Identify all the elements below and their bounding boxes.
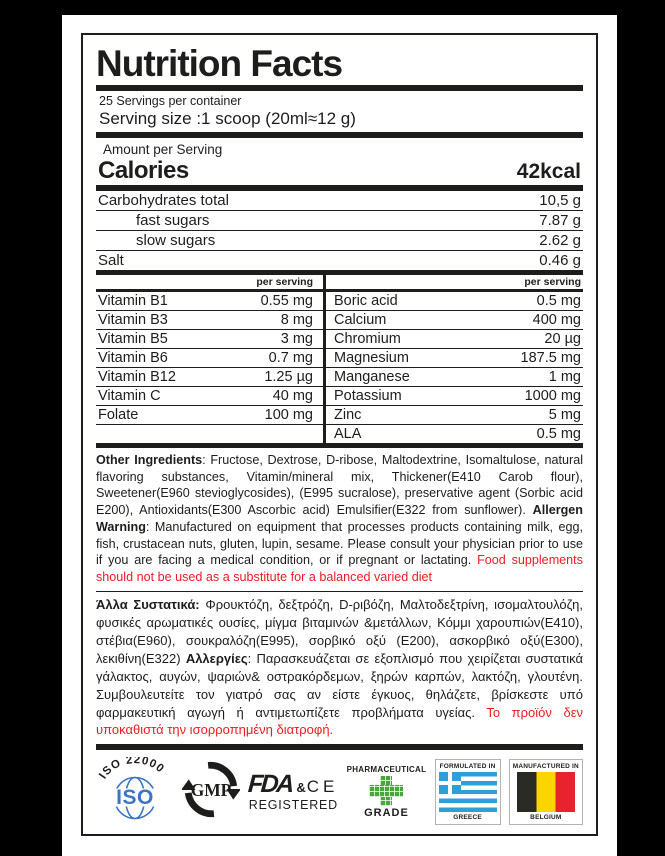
pharmaceutical-label: PHARMACEUTICAL (346, 764, 427, 774)
fda-wordmark-icon: FDA (247, 770, 294, 799)
gmp-logo (182, 759, 240, 824)
table-row (326, 425, 583, 443)
table-row (96, 330, 323, 349)
nutrient-name: Vitamin B1 (98, 292, 168, 309)
nutrient-value: 5 mg (548, 406, 581, 423)
label-card (62, 15, 617, 856)
nutrient-value: 1 mg (548, 368, 581, 385)
nutrient-name: Vitamin B5 (98, 330, 168, 347)
manufactured-in-belgium-badge (509, 759, 583, 825)
vitamins-column (96, 275, 323, 443)
calories-label: Calories (98, 157, 189, 184)
nutrient-name: Folate (98, 406, 139, 423)
svg-text:GMP: GMP (190, 780, 232, 801)
greek-allergy-label: Αλλεργίες (185, 650, 248, 666)
certification-badges-row (96, 757, 583, 826)
nutrient-value: 0.5 mg (536, 292, 581, 309)
nutrient-name: Potassium (334, 387, 402, 404)
allergen-warning-label: Allergen Warning (96, 503, 583, 534)
serving-size: Serving size :1 scoop (20ml≈12 g) (99, 109, 356, 128)
macro-value: 0.46 g (539, 251, 581, 269)
macro-value: 7.87 g (539, 211, 581, 229)
other-ingredients-label: Other Ingredients (96, 453, 203, 467)
greece-label: GREECE (453, 813, 482, 821)
divider-thick (96, 132, 583, 138)
table-row (326, 330, 583, 349)
iso-globe-icon (96, 757, 174, 821)
nutrient-name: ALA (334, 425, 362, 442)
greek-ingredients-paragraph (96, 596, 583, 740)
calories-value: 42kcal (516, 160, 581, 183)
nutrient-value: 1.25 µg (264, 368, 313, 385)
table-row-empty (96, 425, 323, 443)
macro-value: 10,5 g (539, 191, 581, 209)
nutrient-value: 100 mg (264, 406, 313, 423)
nutrient-value: 8 mg (280, 311, 313, 328)
divider-thin (96, 591, 583, 592)
belgium-flag-icon (517, 772, 575, 812)
divider-thick (96, 85, 583, 91)
table-row (326, 387, 583, 406)
green-cross-icon (369, 776, 403, 806)
registered-label: REGISTERED (248, 798, 339, 813)
nutrient-name: Vitamin C (98, 387, 161, 404)
svg-text:ISO: ISO (116, 786, 154, 810)
greek-allergy-text: : Παρασκευάζεται σε εξοπλισμό που χειρίζεται συστατικά γάλακτος, αυγών, ψαριών& οστρακόρδεμων, ξηρών καρπών, λακτόζη, γλουτένη. Συμβουλευτείτε τον γιατρό σας αν είστε έγκυος, θηλάζετε, βρίσκεστε υπό φαρμακευτική αγωγή ή αντιμετωπίζετε προβλήματα υγείας. (96, 650, 583, 720)
allergen-warning-text: : Manufactured on equipment that processes products containing milk, egg, fish, crustacean nuts, gluten, lupin, sesame. Please consult your physician prior to use if you are facing a medical condition, or if pregnant or lactating. (96, 519, 583, 568)
table-row (96, 251, 583, 270)
amount-per-serving-label: Amount per Serving (103, 142, 223, 157)
nutrient-value: 0.5 mg (536, 425, 581, 442)
fda-ce-registered-mark (248, 772, 338, 812)
macro-name: Carbohydrates total (98, 191, 229, 209)
supplement-disclaimer-gr: Το προϊόν δεν υποκαθιστά την ισορροπημένη διατροφή. (96, 704, 583, 738)
macro-table (96, 191, 583, 270)
macro-value: 2.62 g (539, 231, 581, 249)
greek-ingredients-label: Άλλα Συστατικά: (96, 596, 200, 612)
nutrient-name: Boric acid (334, 292, 398, 309)
svg-text:ISO 22000: ISO 22000 (97, 757, 167, 782)
nutrient-value: 400 mg (532, 311, 581, 328)
divider-thick (96, 744, 583, 750)
table-row (96, 191, 583, 211)
grade-label: GRADE (364, 806, 409, 819)
table-row (326, 368, 583, 387)
iso-22000-logo (96, 757, 174, 826)
nutrient-name: Calcium (334, 311, 387, 328)
table-row (326, 292, 583, 311)
vitamins-minerals-table (96, 275, 583, 443)
table-row (326, 349, 583, 368)
nutrient-value: 0.7 mg (268, 349, 313, 366)
servings-per-container: 25 Servings per container (99, 94, 242, 108)
table-row (96, 349, 323, 368)
table-row (326, 311, 583, 330)
table-row (96, 387, 323, 406)
macro-name: Salt (98, 251, 124, 269)
ingredients-paragraph (96, 452, 583, 586)
fda-ce-line (248, 772, 338, 797)
table-row (96, 231, 583, 251)
table-row (96, 368, 323, 387)
nutrition-facts-panel (81, 33, 598, 836)
greece-flag-icon (439, 772, 497, 812)
table-row (96, 211, 583, 231)
greek-ingredients-text: Φρουκτόζη, δεξτρόζη, D-ριβόζη, Μαλτοδεξτρίνη, ισομαλτουλόζη, φυσικές αρωματικές ουσίες, μίγμα βιταμινών &μετάλλων, Κόμμι χαρουπιών(E410), στέβια(E960), σουκραλόζη(E995), σορβικό οξύ (E200), ασκορβικό οξύ(E300), λεκιθίνη(E322) (96, 596, 583, 666)
table-row (96, 406, 323, 425)
panel-title: Nutrition Facts (96, 43, 343, 84)
manufactured-in-label: MANUFACTURED IN (512, 762, 579, 770)
supplement-disclaimer-en: Food supplements should not be used as a substitute for a balanced varied diet (96, 553, 583, 585)
nutrient-name: Vitamin B12 (98, 368, 176, 385)
formulated-in-label: FORMULATED IN (439, 762, 496, 770)
other-ingredients-text: : Fructose, Dextrose, D-ribose, Maltodextrine, Isomaltulose, natural flavoring substances, Vitamin/mineral mix, Thickener(E410 Carob flour), Sweetener(E960 stevioglycosides), (E995 sucralose), preservative agent (Sorbic acid E200), Antioxidants(E300 Ascorbic acid) Emulsifier(E322 from sunflower). (96, 453, 583, 518)
ce-mark-icon: CE (306, 777, 339, 797)
table-row (96, 311, 323, 330)
nutrient-value: 187.5 mg (520, 349, 581, 366)
calories-row (96, 157, 583, 183)
nutrient-value: 20 µg (544, 330, 581, 347)
nutrient-name: Vitamin B3 (98, 311, 168, 328)
pharmaceutical-grade-badge (347, 765, 427, 819)
column-header: per serving (326, 275, 583, 292)
nutrient-name: Chromium (334, 330, 401, 347)
divider-thick (96, 443, 583, 448)
nutrient-value: 0.55 mg (260, 292, 313, 309)
belgium-label: BELGIUM (530, 813, 562, 821)
minerals-column (323, 275, 583, 443)
macro-name: fast sugars (136, 211, 210, 229)
nutrient-value: 3 mg (280, 330, 313, 347)
table-row (96, 292, 323, 311)
table-row (326, 406, 583, 425)
nutrient-name: Manganese (334, 368, 410, 385)
formulated-in-greece-badge (435, 759, 501, 825)
ampersand: & (296, 780, 306, 796)
gmp-circle-arrows-icon (182, 759, 240, 819)
nutrient-name: Vitamin B6 (98, 349, 168, 366)
nutrient-value: 40 mg (272, 387, 313, 404)
nutrient-name: Magnesium (334, 349, 409, 366)
nutrient-value: 1000 mg (524, 387, 581, 404)
nutrient-name: Zinc (334, 406, 362, 423)
macro-name: slow sugars (136, 231, 216, 249)
column-header: per serving (96, 275, 323, 292)
